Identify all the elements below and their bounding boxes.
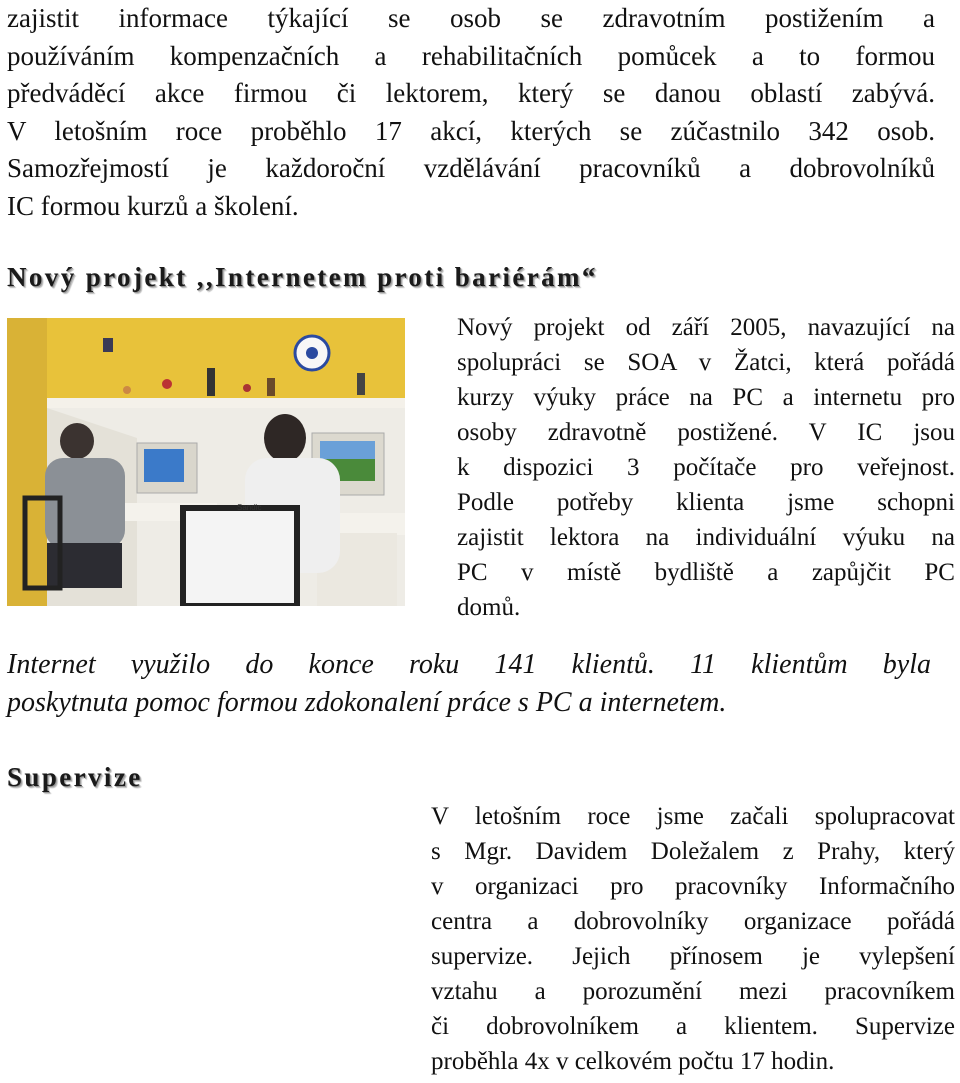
italic-line: poskytnuta pomoc formou zdokonalení práce s PC a internetem. bbox=[7, 687, 727, 718]
project-paragraph bbox=[457, 310, 955, 625]
computer-room-photo bbox=[7, 318, 405, 606]
supervision-line: V letošním roce jsme začali spolupracovat bbox=[431, 803, 955, 830]
project-line: spolupráci se SOA v Žatci, která pořádá bbox=[457, 349, 955, 376]
project-line: Podle potřeby klienta jsme schopni bbox=[457, 489, 955, 516]
supervision-paragraph bbox=[431, 799, 955, 1079]
project-line: zajistit lektora na individuální výuku na bbox=[457, 524, 955, 551]
internet-usage-paragraph bbox=[7, 646, 931, 722]
chair-label: Sandic bbox=[237, 503, 262, 512]
intro-line: IC formou kurzů a školení. bbox=[7, 190, 299, 221]
supervision-line: v organizaci pro pracovníky Informačního bbox=[431, 873, 955, 900]
project-line: domů. bbox=[457, 594, 521, 621]
intro-line: V letošním roce proběhlo 17 akcí, kterých se zúčastnilo 342 osob. bbox=[7, 115, 935, 146]
supervision-line: supervize. Jejich přínosem je vylepšení bbox=[431, 943, 955, 970]
project-heading: Nový projekt ,,Internetem proti bariérám“ bbox=[7, 262, 598, 292]
supervision-line: či dobrovolníkem a klientem. Supervize bbox=[431, 1013, 955, 1040]
project-line: k dispozici 3 počítače pro veřejnost. bbox=[457, 454, 955, 481]
intro-line: používáním kompenzačních a rehabilitačních pomůcek a to formou bbox=[7, 40, 935, 71]
supervision-line: proběhla 4x v celkovém počtu 17 hodin. bbox=[431, 1048, 835, 1075]
supervision-line: s Mgr. Davidem Doležalem z Prahy, který bbox=[431, 838, 955, 865]
project-line: kurzy výuky práce na PC a internetu pro bbox=[457, 384, 955, 411]
supervision-line: vztahu a porozumění mezi pracovníkem bbox=[431, 978, 955, 1005]
supervision-line: centra a dobrovolníky organizace pořádá bbox=[431, 908, 955, 935]
project-line: PC v místě bydliště a zapůjčit PC bbox=[457, 559, 955, 586]
supervision-heading: Supervize bbox=[7, 762, 143, 792]
intro-line: zajistit informace týkající se osob se zdravotním postižením a bbox=[7, 3, 935, 33]
project-line: Nový projekt od září 2005, navazující na bbox=[457, 314, 955, 341]
italic-line: Internet využilo do konce roku 141 klientů. 11 klientům byla bbox=[7, 649, 931, 680]
intro-line: předváděcí akce firmou či lektorem, který se danou oblastí zabývá. bbox=[7, 78, 935, 108]
intro-line: Samozřejmostí je každoroční vzdělávání pracovníků a dobrovolníků bbox=[7, 153, 935, 183]
project-line: osoby zdravotně postižené. V IC jsou bbox=[457, 419, 955, 446]
intro-paragraph bbox=[7, 0, 935, 225]
